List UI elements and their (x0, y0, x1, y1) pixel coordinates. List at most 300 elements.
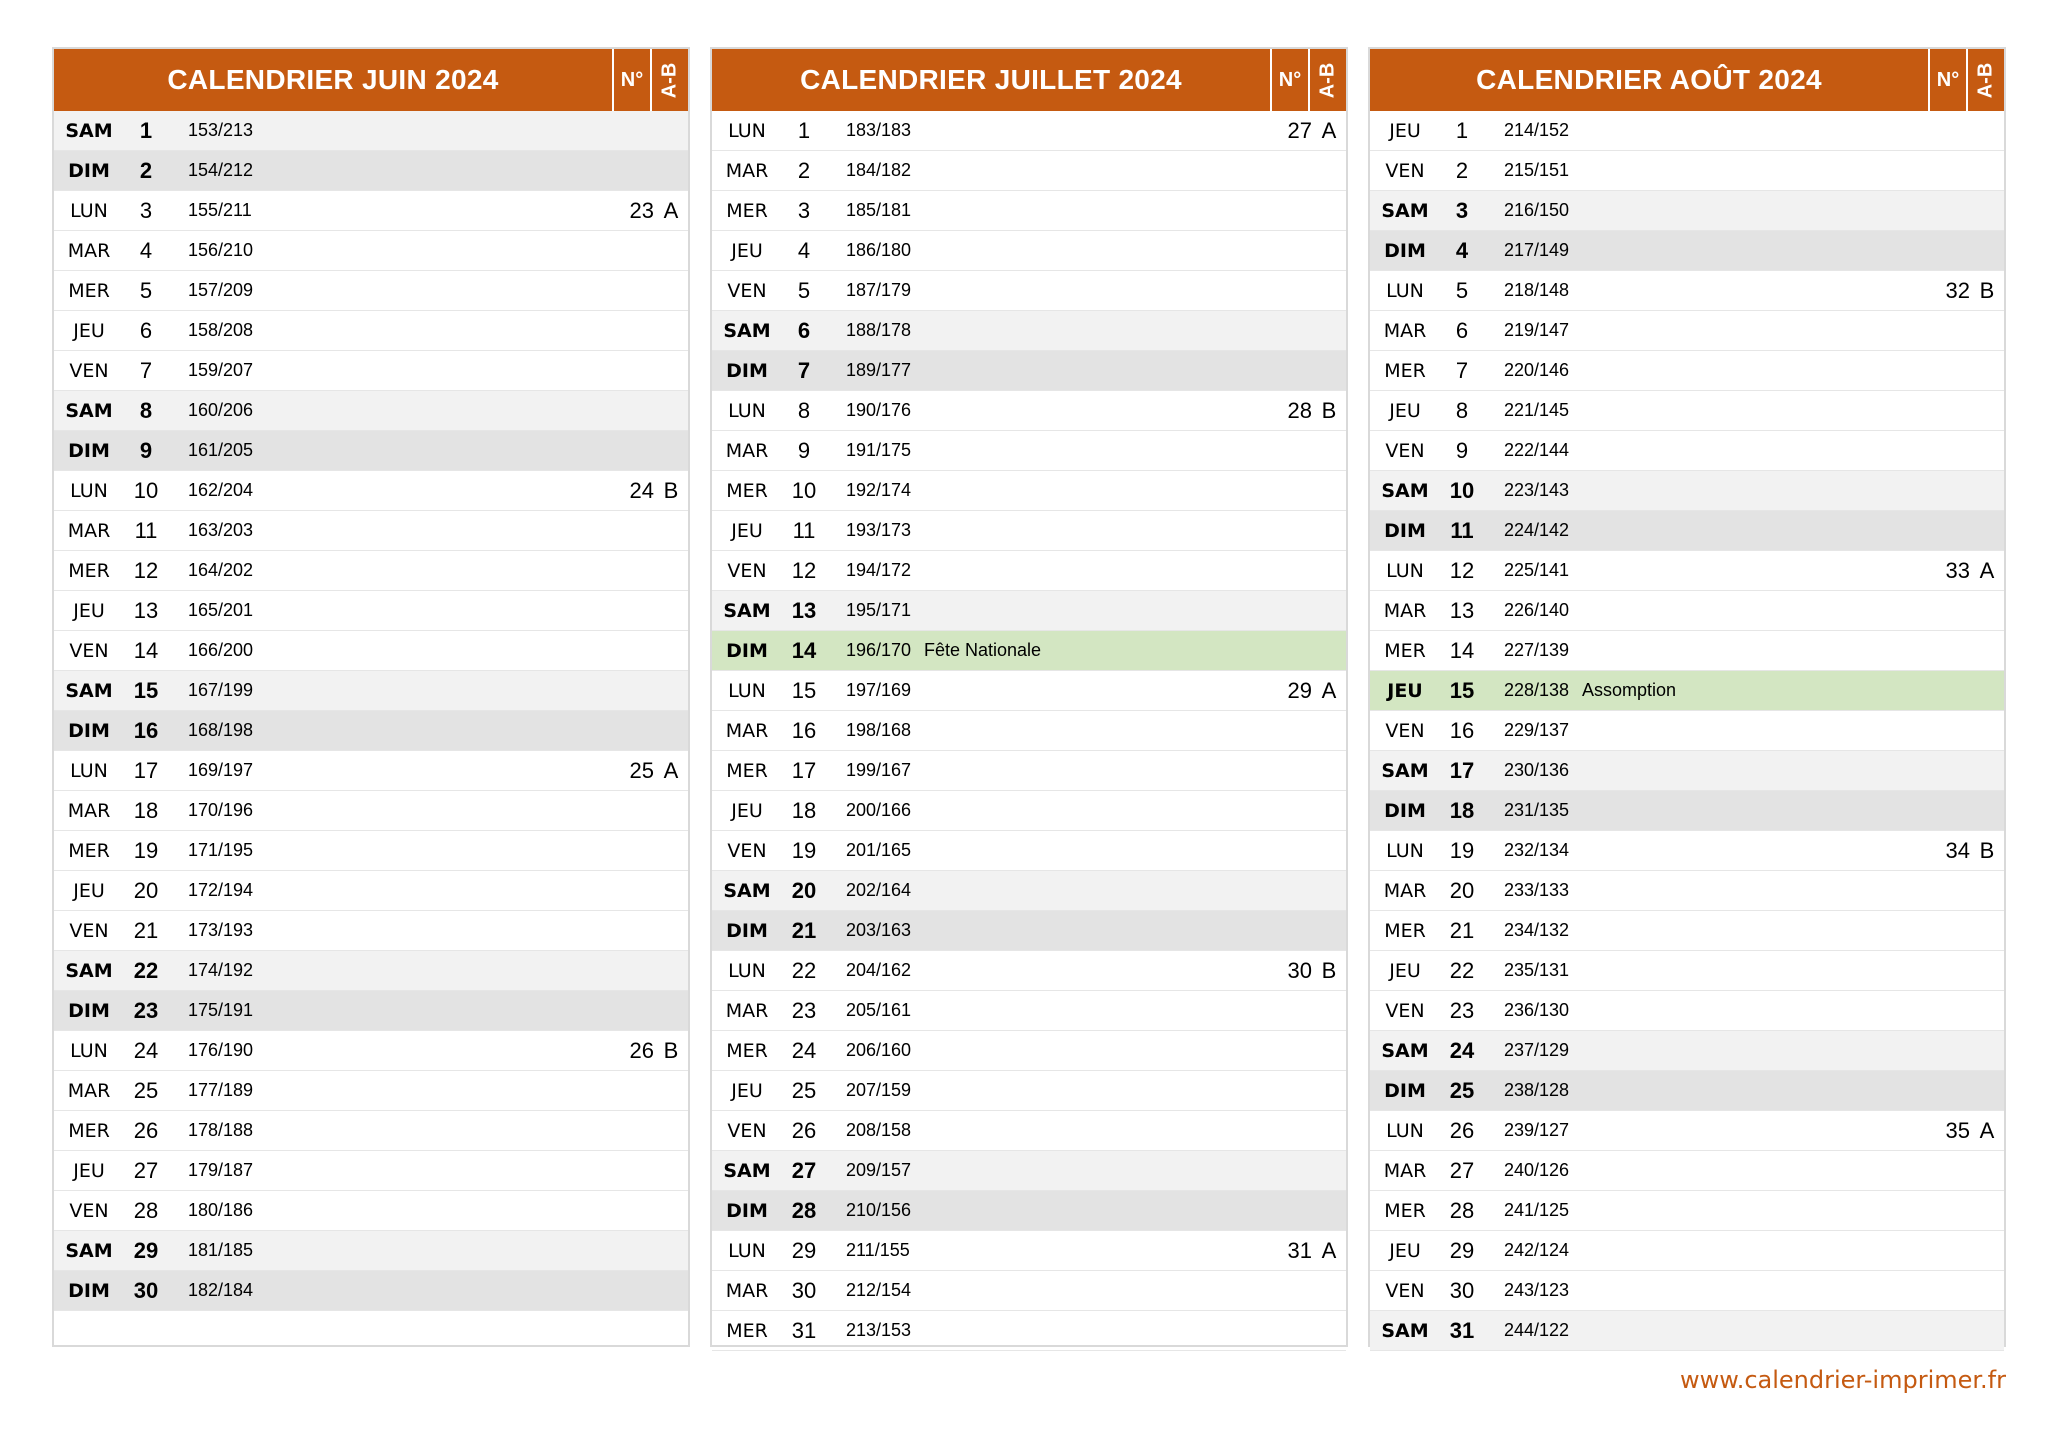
day-number: 6 (139, 317, 153, 343)
day-name: MER (68, 1119, 110, 1142)
day-ordinal: 167/199 (188, 680, 254, 700)
day-name: MAR (67, 519, 111, 542)
day-ordinal: 206/160 (846, 1040, 912, 1060)
week-ab: B (663, 1037, 679, 1063)
day-number: 24 (133, 1037, 159, 1063)
day-name: DIM (68, 999, 110, 1022)
day-name: DIM (68, 439, 110, 462)
day-ordinal: 200/166 (846, 800, 912, 820)
footer-url[interactable]: www.calendrier-imprimer.fr (1680, 1366, 2006, 1394)
day-ordinal: 237/129 (1504, 1040, 1570, 1060)
day-name: MAR (1383, 319, 1427, 342)
day-ordinal: 224/142 (1504, 520, 1570, 540)
day-number: 16 (791, 717, 817, 743)
day-row (1370, 911, 2004, 951)
day-row (712, 231, 1346, 271)
day-number: 1 (797, 117, 811, 143)
day-ordinal: 226/140 (1504, 600, 1570, 620)
day-row (54, 911, 688, 951)
day-row (1370, 1031, 2004, 1071)
week-ab: B (1979, 837, 1995, 863)
day-name: JEU (1387, 679, 1423, 702)
day-ordinal: 235/131 (1504, 960, 1570, 980)
day-ordinal: 209/157 (846, 1160, 912, 1180)
day-row (54, 671, 688, 711)
day-row (712, 431, 1346, 471)
day-name: DIM (1384, 1079, 1426, 1102)
day-name: JEU (73, 599, 105, 622)
day-row (1370, 791, 2004, 831)
week-ab: A (1979, 1117, 1995, 1143)
day-row (1370, 831, 2004, 871)
day-ordinal: 156/210 (188, 240, 254, 260)
day-number: 25 (791, 1077, 817, 1103)
day-row (54, 751, 688, 791)
day-row (712, 351, 1346, 391)
day-row (1370, 391, 2004, 431)
day-ordinal: 202/164 (846, 880, 912, 900)
day-number: 25 (133, 1077, 159, 1103)
day-ordinal: 182/184 (188, 1280, 254, 1300)
day-ordinal: 221/145 (1504, 400, 1570, 420)
week-number: 32 (1945, 277, 1970, 303)
day-number: 27 (1449, 1157, 1475, 1183)
week-ab: B (663, 477, 679, 503)
day-name: SAM (1381, 1319, 1429, 1342)
day-name: LUN (728, 679, 766, 702)
day-ordinal: 187/179 (846, 280, 912, 300)
day-number: 1 (139, 117, 153, 143)
day-name: MER (726, 1039, 768, 1062)
day-ordinal: 172/194 (188, 880, 254, 900)
day-list (1370, 111, 2004, 1351)
day-row (712, 791, 1346, 831)
day-name: JEU (1389, 959, 1421, 982)
day-ordinal: 190/176 (846, 400, 912, 420)
day-ordinal: 244/122 (1504, 1320, 1570, 1340)
day-ordinal: 153/213 (188, 120, 254, 140)
day-number: 20 (133, 877, 159, 903)
day-name: LUN (70, 199, 108, 222)
week-number: 30 (1287, 957, 1312, 983)
day-ordinal: 161/205 (188, 440, 254, 460)
day-name: VEN (69, 639, 109, 662)
day-row (1370, 231, 2004, 271)
week-number: 31 (1287, 1237, 1312, 1263)
week-number-header: N° (1270, 49, 1308, 111)
day-name: JEU (1389, 119, 1421, 142)
week-number: 28 (1287, 397, 1312, 423)
week-number: 24 (629, 477, 654, 503)
day-number: 31 (1449, 1317, 1475, 1343)
day-number: 8 (797, 397, 811, 423)
day-name: SAM (1381, 479, 1429, 502)
day-number: 17 (791, 757, 817, 783)
day-ordinal: 189/177 (846, 360, 912, 380)
day-name: DIM (68, 1279, 110, 1302)
day-name: LUN (1386, 1119, 1424, 1142)
day-row (712, 631, 1346, 671)
day-ordinal: 239/127 (1504, 1120, 1570, 1140)
day-row (1370, 951, 2004, 991)
day-number: 15 (1449, 677, 1475, 703)
day-name: MER (1384, 1199, 1426, 1222)
month-august (1368, 47, 2006, 1347)
day-ordinal: 176/190 (188, 1040, 254, 1060)
day-number: 14 (1449, 637, 1475, 663)
day-row (54, 391, 688, 431)
day-row (54, 1191, 688, 1231)
day-number: 7 (797, 357, 811, 383)
day-name: SAM (65, 399, 113, 422)
day-row (54, 631, 688, 671)
day-ordinal: 188/178 (846, 320, 912, 340)
day-ordinal: 164/202 (188, 560, 254, 580)
day-name: VEN (1385, 439, 1425, 462)
day-ordinal: 211/155 (846, 1240, 910, 1260)
week-number: 29 (1287, 677, 1312, 703)
day-number: 5 (139, 277, 153, 303)
day-number: 4 (797, 237, 811, 263)
day-ordinal: 158/208 (188, 320, 254, 340)
day-name: JEU (731, 519, 763, 542)
day-name: MAR (67, 239, 111, 262)
week-number: 27 (1287, 117, 1312, 143)
day-number: 28 (791, 1197, 817, 1223)
day-number: 9 (1455, 437, 1469, 463)
day-row (54, 551, 688, 591)
day-number: 7 (1455, 357, 1469, 383)
day-row (1370, 431, 2004, 471)
day-name: SAM (65, 959, 113, 982)
day-name: MER (68, 559, 110, 582)
week-ab-header: A-B (1966, 49, 2004, 111)
day-row (54, 511, 688, 551)
day-name: VEN (69, 1199, 109, 1222)
day-ordinal: 160/206 (188, 400, 254, 420)
day-ordinal: 185/181 (846, 200, 912, 220)
day-number: 17 (1449, 757, 1475, 783)
day-number: 13 (791, 597, 817, 623)
day-number: 21 (791, 917, 817, 943)
day-ordinal: 229/137 (1504, 720, 1570, 740)
day-row (54, 1151, 688, 1191)
day-number: 13 (1449, 597, 1475, 623)
day-name: JEU (73, 879, 105, 902)
day-number: 18 (791, 797, 817, 823)
day-name: VEN (69, 919, 109, 942)
day-name: VEN (69, 359, 109, 382)
day-name: MAR (1383, 599, 1427, 622)
day-number: 2 (797, 157, 811, 183)
day-row (1370, 551, 2004, 591)
day-ordinal: 234/132 (1504, 920, 1570, 940)
day-name: MER (1384, 359, 1426, 382)
day-ordinal: 228/138 (1504, 680, 1570, 700)
day-row (54, 831, 688, 871)
day-row (54, 951, 688, 991)
day-row (712, 591, 1346, 631)
day-name: DIM (726, 919, 768, 942)
month-header (54, 49, 688, 111)
day-name: MAR (1383, 879, 1427, 902)
day-name: LUN (1386, 839, 1424, 862)
day-ordinal: 212/154 (846, 1280, 912, 1300)
day-row (54, 1031, 688, 1071)
day-name: DIM (1384, 519, 1426, 542)
day-number: 4 (139, 237, 153, 263)
day-number: 19 (791, 837, 817, 863)
day-ordinal: 204/162 (846, 960, 912, 980)
day-number: 29 (1449, 1237, 1475, 1263)
day-number: 11 (1450, 517, 1474, 543)
day-ordinal: 196/170 (846, 640, 912, 660)
week-number: 23 (629, 197, 654, 223)
day-name: MER (726, 199, 768, 222)
day-number: 10 (1449, 477, 1475, 503)
day-row (54, 351, 688, 391)
day-number: 25 (1449, 1077, 1475, 1103)
day-name: LUN (728, 119, 766, 142)
day-ordinal: 213/153 (846, 1320, 912, 1340)
day-row (712, 151, 1346, 191)
day-ordinal: 240/126 (1504, 1160, 1570, 1180)
day-row (1370, 1271, 2004, 1311)
day-name: VEN (1385, 999, 1425, 1022)
day-row (712, 511, 1346, 551)
day-row (54, 1071, 688, 1111)
day-row (1370, 991, 2004, 1031)
day-row (54, 1271, 688, 1311)
day-name: VEN (727, 559, 767, 582)
day-ordinal: 183/183 (846, 120, 912, 140)
day-row (54, 991, 688, 1031)
day-number: 27 (133, 1157, 159, 1183)
day-ordinal: 207/159 (846, 1080, 912, 1100)
day-row (712, 951, 1346, 991)
day-number: 16 (133, 717, 159, 743)
day-row (1370, 1191, 2004, 1231)
day-row (712, 1071, 1346, 1111)
day-row (1370, 351, 2004, 391)
day-row (712, 111, 1346, 151)
day-number: 1 (1455, 117, 1469, 143)
day-number: 19 (1449, 837, 1475, 863)
day-row (1370, 471, 2004, 511)
day-ordinal: 184/182 (846, 160, 912, 180)
day-number: 30 (133, 1277, 159, 1303)
day-ordinal: 186/180 (846, 240, 912, 260)
day-name: LUN (1386, 559, 1424, 582)
week-ab-header: A-B (1308, 49, 1346, 111)
day-name: VEN (727, 1119, 767, 1142)
week-ab: A (1321, 677, 1337, 703)
day-ordinal: 154/212 (188, 160, 254, 180)
day-row (712, 551, 1346, 591)
day-row (1370, 111, 2004, 151)
day-name: MER (1384, 919, 1426, 942)
day-number: 8 (139, 397, 153, 423)
day-ordinal: 175/191 (188, 1000, 254, 1020)
day-number: 22 (133, 957, 159, 983)
day-number: 18 (133, 797, 159, 823)
day-name: LUN (728, 959, 766, 982)
day-number: 10 (791, 477, 817, 503)
day-ordinal: 168/198 (188, 720, 254, 740)
day-name: MAR (725, 999, 769, 1022)
day-name: SAM (65, 119, 113, 142)
day-number: 20 (791, 877, 817, 903)
holiday-name: Fête Nationale (924, 640, 1042, 660)
day-number: 3 (1455, 197, 1469, 223)
day-row (712, 831, 1346, 871)
day-name: VEN (1385, 719, 1425, 742)
day-number: 23 (791, 997, 817, 1023)
day-row (712, 911, 1346, 951)
day-name: MAR (1383, 1159, 1427, 1182)
day-ordinal: 223/143 (1504, 480, 1570, 500)
day-ordinal: 225/141 (1504, 560, 1570, 580)
day-number: 23 (133, 997, 159, 1023)
day-ordinal: 231/135 (1504, 800, 1570, 820)
day-number: 12 (1449, 557, 1475, 583)
day-ordinal: 230/136 (1504, 760, 1570, 780)
day-ordinal: 227/139 (1504, 640, 1570, 660)
day-name: MER (726, 759, 768, 782)
month-title: CALENDRIER JUILLET 2024 (800, 64, 1182, 95)
month-june (52, 47, 690, 1347)
day-ordinal: 242/124 (1504, 1240, 1570, 1260)
day-number: 21 (1449, 917, 1475, 943)
day-number: 5 (1455, 277, 1469, 303)
day-ordinal: 159/207 (188, 360, 254, 380)
day-row (1370, 671, 2004, 711)
day-ordinal: 215/151 (1504, 160, 1570, 180)
week-ab: A (1979, 557, 1995, 583)
day-ordinal: 181/185 (188, 1240, 254, 1260)
day-row (54, 1111, 688, 1151)
day-ordinal: 171/195 (188, 840, 254, 860)
day-ordinal: 243/123 (1504, 1280, 1570, 1300)
day-ordinal: 165/201 (188, 600, 254, 620)
day-ordinal: 195/171 (846, 600, 912, 620)
day-name: SAM (723, 319, 771, 342)
day-number: 21 (133, 917, 159, 943)
day-name: DIM (1384, 239, 1426, 262)
day-row (54, 191, 688, 231)
day-row (1370, 511, 2004, 551)
day-row (1370, 1111, 2004, 1151)
day-row (54, 471, 688, 511)
day-row (54, 311, 688, 351)
week-number: 26 (629, 1037, 654, 1063)
day-name: MER (68, 279, 110, 302)
day-row (712, 751, 1346, 791)
day-number: 7 (139, 357, 153, 383)
day-ordinal: 220/146 (1504, 360, 1570, 380)
month-header (712, 49, 1346, 111)
day-row (1370, 591, 2004, 631)
day-number: 28 (133, 1197, 159, 1223)
day-ordinal: 241/125 (1504, 1200, 1570, 1220)
month-title: CALENDRIER JUIN 2024 (167, 64, 499, 95)
day-number: 3 (797, 197, 811, 223)
day-row (712, 391, 1346, 431)
day-row (54, 231, 688, 271)
day-row (712, 1111, 1346, 1151)
day-ordinal: 214/152 (1504, 120, 1570, 140)
day-name: MAR (67, 1079, 111, 1102)
day-number: 26 (133, 1117, 159, 1143)
day-row (1370, 311, 2004, 351)
day-name: DIM (726, 639, 768, 662)
week-ab: B (1979, 277, 1995, 303)
day-ordinal: 174/192 (188, 960, 254, 980)
day-name: MER (68, 839, 110, 862)
day-row (712, 1151, 1346, 1191)
day-number: 12 (791, 557, 817, 583)
day-ordinal: 169/197 (188, 760, 254, 780)
week-ab: B (1321, 957, 1337, 983)
day-number: 15 (133, 677, 159, 703)
day-row (54, 111, 688, 151)
day-name: DIM (68, 159, 110, 182)
day-number: 6 (1455, 317, 1469, 343)
day-ordinal: 163/203 (188, 520, 254, 540)
day-name: JEU (73, 1159, 105, 1182)
day-ordinal: 157/209 (188, 280, 254, 300)
day-row (1370, 1231, 2004, 1271)
day-row (1370, 751, 2004, 791)
day-ordinal: 177/189 (188, 1080, 254, 1100)
day-number: 26 (791, 1117, 817, 1143)
day-name: DIM (726, 1199, 768, 1222)
day-number: 9 (139, 437, 153, 463)
day-row (712, 671, 1346, 711)
day-name: DIM (68, 719, 110, 742)
day-name: SAM (723, 879, 771, 902)
day-name: VEN (727, 279, 767, 302)
day-ordinal: 199/167 (846, 760, 912, 780)
day-ordinal: 232/134 (1504, 840, 1570, 860)
holiday-name: Assomption (1582, 680, 1677, 700)
day-ordinal: 219/147 (1504, 320, 1570, 340)
day-ordinal: 191/175 (846, 440, 912, 460)
day-number: 29 (791, 1237, 817, 1263)
day-row (1370, 1311, 2004, 1351)
day-row (1370, 271, 2004, 311)
day-number: 11 (792, 517, 816, 543)
day-number: 14 (133, 637, 159, 663)
day-name: JEU (731, 1079, 763, 1102)
day-name: JEU (731, 799, 763, 822)
day-number: 29 (133, 1237, 159, 1263)
day-name: SAM (65, 679, 113, 702)
day-row (712, 1031, 1346, 1071)
day-ordinal: 233/133 (1504, 880, 1570, 900)
day-ordinal: 216/150 (1504, 200, 1570, 220)
day-number: 9 (797, 437, 811, 463)
day-name: SAM (723, 599, 771, 622)
day-ordinal: 205/161 (846, 1000, 912, 1020)
day-ordinal: 201/165 (846, 840, 912, 860)
day-ordinal: 218/148 (1504, 280, 1570, 300)
day-ordinal: 166/200 (188, 640, 254, 660)
day-ordinal: 193/173 (846, 520, 912, 540)
week-ab: A (663, 757, 679, 783)
day-row (712, 711, 1346, 751)
day-number: 22 (1449, 957, 1475, 983)
